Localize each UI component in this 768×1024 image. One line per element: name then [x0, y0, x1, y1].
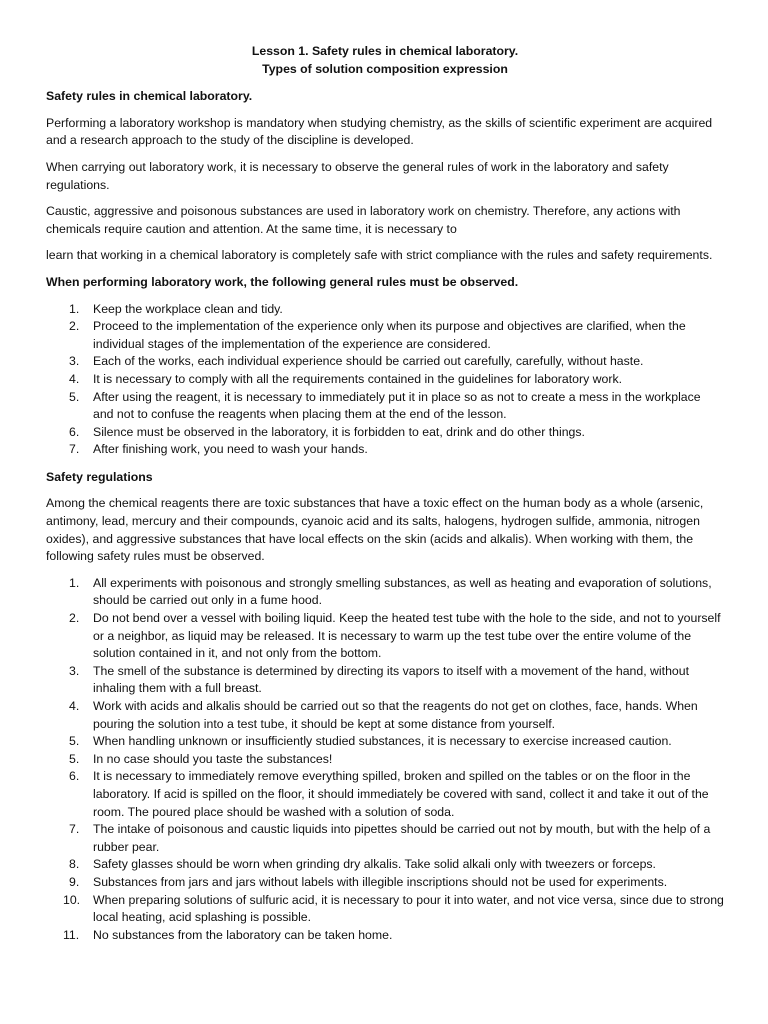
list-number: 11. — [63, 927, 80, 942]
list-number: 7. — [69, 822, 80, 837]
list-number: 10. — [63, 892, 81, 907]
list-item — [46, 353, 724, 371]
list-number: 2. — [69, 611, 80, 626]
paragraph: Caustic, aggressive and poisonous substances are used in laboratory work on chemistry. Therefore, any actions with chemicals require caution and attention. At the same time, it is necessary to — [46, 204, 681, 236]
list-item — [46, 698, 724, 733]
general-rules-heading: When performing laboratory work, the following general rules must be observed. — [46, 274, 519, 289]
list-number: 3. — [69, 663, 80, 678]
list-item — [46, 733, 724, 751]
general-rules-list — [46, 301, 724, 459]
list-number: 4. — [69, 371, 80, 386]
list-text: No substances from the laboratory can be taken home. — [93, 927, 393, 942]
paragraph: learn that working in a chemical laboratory is completely safe with strict compliance with the rules and safety requirements. — [46, 248, 713, 263]
list-number: 3. — [69, 354, 80, 369]
document-title — [46, 43, 724, 78]
list-item — [46, 768, 724, 821]
paragraph: Among the chemical reagents there are toxic substances that have a toxic effect on the human body as a whole (arsenic, antimony, lead, mercury and their compounds, cyanoic acid and its salts, halogens, hydrogen sulfide, ammonia, nitrogen oxides), and aggressive substances that have local effects on the skin (acids and alkalis). When working with them, the following safety rules must be observed. — [46, 496, 704, 564]
list-text: Silence must be observed in the laboratory, it is forbidden to eat, drink and do other things. — [93, 424, 585, 439]
list-text: Work with acids and alkalis should be carried out so that the reagents do not get on clothes, face, hands. When pouring the solution into a test tube, it should be kept at some distance from yourself. — [93, 699, 698, 731]
list-text: Do not bend over a vessel with boiling liquid. Keep the heated test tube with the hole to the side, and not to yourself or a neighbor, as liquid may be released. It is necessary to warm up the test tube over the entire volume of the solution contained in it, and not only from the bottom. — [93, 611, 721, 661]
list-number: 6. — [69, 424, 80, 439]
safety-rules-list — [46, 575, 724, 944]
list-item — [46, 874, 724, 892]
list-number: 5. — [69, 389, 80, 404]
list-number: 6. — [69, 769, 80, 784]
list-item — [46, 301, 724, 319]
list-item — [46, 892, 724, 927]
list-number: 5. — [69, 734, 80, 749]
list-item — [46, 371, 724, 389]
list-text: Substances from jars and jars without labels with illegible inscriptions should not be used for experiments. — [93, 874, 668, 889]
list-number: 2. — [69, 319, 80, 334]
list-item — [46, 389, 724, 424]
list-text: It is necessary to immediately remove everything spilled, broken and spilled on the tables or on the floor in the laboratory. If acid is spilled on the floor, it should immediately be covered with sand, collect it and take it out of the room. The poured place should be washed with a solution of soda. — [93, 769, 709, 819]
list-item — [46, 441, 724, 459]
list-item — [46, 663, 724, 698]
list-item — [46, 927, 724, 945]
list-text: In no case should you taste the substances! — [93, 751, 333, 766]
document-page — [46, 43, 724, 944]
title-line-1: Lesson 1. Safety rules in chemical laboratory. — [251, 44, 519, 58]
list-text: Keep the workplace clean and tidy. — [93, 301, 283, 316]
list-text: It is necessary to comply with all the requirements contained in the guidelines for laboratory work. — [93, 371, 623, 386]
list-text: Proceed to the implementation of the experience only when its purpose and objectives are clarified, when the individual stages of the implementation of the experience are considered. — [93, 319, 686, 351]
list-text: Each of the works, each individual experience should be carried out carefully, carefully, without haste. — [93, 354, 644, 369]
list-number: 9. — [69, 874, 80, 889]
paragraph: Performing a laboratory workshop is mandatory when studying chemistry, as the skills of scientific experiment are acquired and a research approach to the study of the discipline is developed. — [46, 115, 713, 148]
list-text: Safety glasses should be worn when grinding dry alkalis. Take solid alkali only with tweezers or forceps. — [93, 857, 656, 872]
list-item — [46, 318, 724, 353]
list-item — [46, 751, 724, 769]
list-number: 4. — [69, 699, 80, 713]
list-text: When preparing solutions of sulfuric acid, it is necessary to pour it into water, and not vice versa, since due to strong local heating, acid splashing is possible. — [93, 892, 724, 925]
list-number: 7. — [69, 442, 80, 457]
list-text: All experiments with poisonous and strongly smelling substances, as well as heating and evaporation of solutions, should be carried out only in a fume hood. — [93, 575, 712, 608]
list-item — [46, 424, 724, 442]
list-text: The intake of poisonous and caustic liquids into pipettes should be carried out not by mouth, but with the help of a rubber pear. — [93, 822, 711, 854]
section-heading-safety-rules: Safety rules in chemical laboratory. — [46, 89, 253, 104]
list-number: 1. — [69, 301, 80, 316]
paragraph: When carrying out laboratory work, it is necessary to observe the general rules of work in the laboratory and safety regulations. — [46, 159, 669, 192]
title-line-2: Types of solution composition expression — [262, 61, 508, 76]
section-heading-safety-regulations: Safety regulations — [46, 469, 153, 484]
list-number: 1. — [69, 575, 80, 590]
list-item — [46, 575, 724, 610]
list-text: After finishing work, you need to wash your hands. — [93, 442, 368, 457]
list-number: 5. — [69, 751, 80, 766]
list-item — [46, 856, 724, 874]
list-item — [46, 821, 724, 856]
list-item — [46, 610, 724, 663]
list-text: After using the reagent, it is necessary to immediately put it in place so as not to create a mess in the workplace and not to confuse the reagents when placing them at the end of the lesson. — [93, 389, 701, 422]
list-text: The smell of the substance is determined by directing its vapors to itself with a movement of the hand, without inhaling them with a full breast. — [93, 663, 690, 696]
list-number: 8. — [69, 857, 80, 872]
list-text: When handling unknown or insufficiently studied substances, it is necessary to exercise increased caution. — [93, 734, 672, 749]
